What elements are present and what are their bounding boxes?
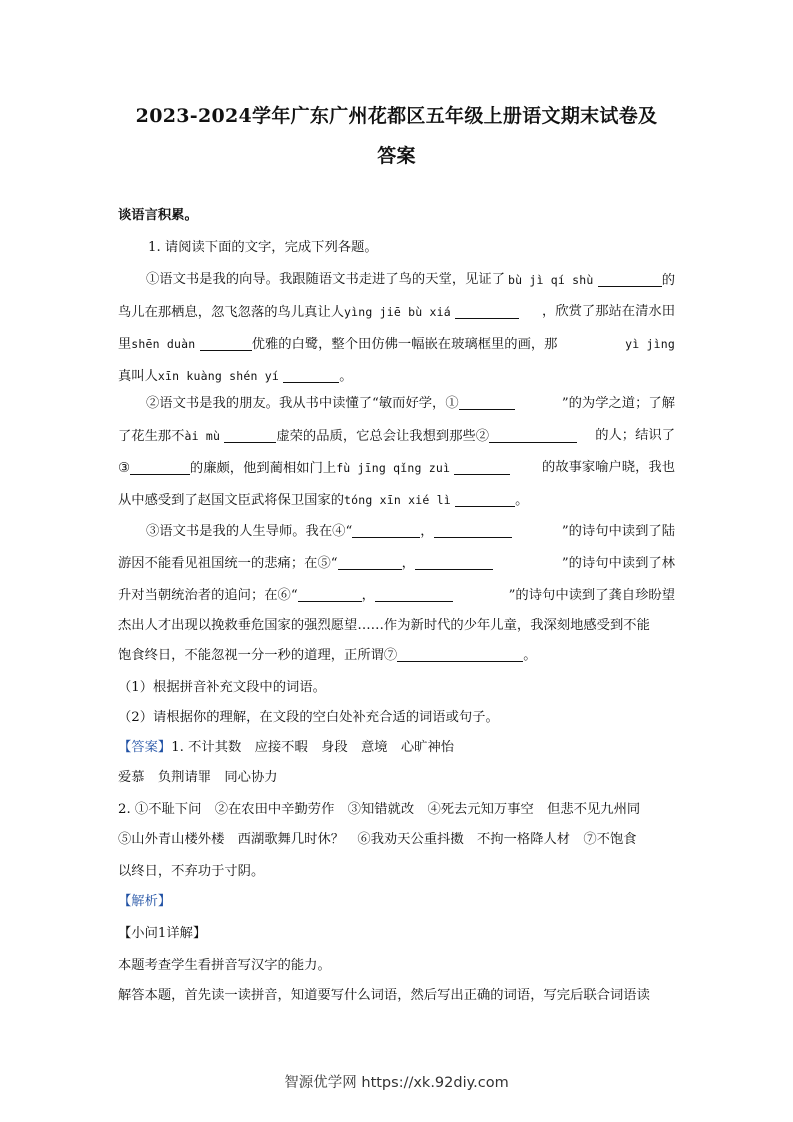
sub-question-1-label: 【小问1详解】 <box>118 926 207 941</box>
question-intro: 1. 请阅读下面的文字，完成下列各题。 <box>148 240 378 255</box>
fill-blank[interactable] <box>415 555 493 570</box>
fill-blank[interactable] <box>298 587 362 602</box>
analysis-label: 【解析】 <box>118 894 172 909</box>
answer-line-4: ⑤山外青山楼外楼 西湖歌舞几时休？ ⑥我劝天公重抖擞 不拘一格降人材 ⑦不饱食 <box>118 832 637 847</box>
para1-line1: ①语文书是我的向导。我跟随语文书走进了鸟的天堂，见证了 bù jì qí shù 的 <box>146 272 675 288</box>
fill-blank[interactable] <box>130 460 190 475</box>
fill-blank[interactable] <box>434 523 512 538</box>
para3-line3: 升对当朝统治者的追问；在⑥“ ， ”的诗句中读到了龚自珍盼望 <box>118 588 675 603</box>
section-heading: 谈语言积累。 <box>118 208 198 223</box>
fill-blank[interactable] <box>397 647 523 662</box>
analysis-line-1: 本题考查学生看拼音写汉字的能力。 <box>118 958 331 973</box>
analysis-line-2: 解答本题，首先读一读拼音，知道要写什么词语，然后写出正确的词语，写完后联合词语读 <box>118 988 650 1003</box>
fill-blank[interactable] <box>455 492 515 507</box>
fill-blank[interactable] <box>283 368 339 383</box>
document-title <box>90 96 703 176</box>
fill-blank[interactable] <box>454 460 510 475</box>
fill-blank[interactable] <box>598 272 662 287</box>
fill-blank[interactable] <box>338 555 402 570</box>
fill-blank[interactable] <box>459 395 515 410</box>
fill-blank[interactable] <box>489 428 577 443</box>
fill-blank[interactable] <box>352 523 420 538</box>
para1-line3: 里shēn duàn 优雅的白鹭，整个田仿佛一幅嵌在玻璃框里的画，那 yì jìng <box>118 337 675 352</box>
title-line-2: 答案 <box>377 145 416 167</box>
para3-line4: 杰出人才出现以挽救垂危国家的强烈愿望……作为新时代的少年儿童，我深刻地感受到不能 <box>118 618 650 633</box>
para2-line2: 了花生那不ài mù 虚荣的品质，它总会让我想到那些② 的人；结识了 <box>118 428 675 444</box>
fill-blank[interactable] <box>375 587 453 602</box>
para3-line5: 饱食终日，不能忽视一分一秒的道理，正所谓⑦ 。 <box>118 648 537 663</box>
para2-line4: 从中感受到了赵国文臣武将保卫国家的tóng xīn xié lì 。 <box>118 493 529 508</box>
para2-line3: ③ 的廉颇，他到蔺相如门上fù jīng qǐng zuì 的故事家喻户晓，我也 <box>118 460 675 476</box>
answer-line-1: 【答案】1. 不计其数 应接不暇 身段 意境 心旷神怡 <box>118 740 455 755</box>
fill-blank[interactable] <box>224 428 276 443</box>
sub-question-1: （1）根据拼音补充文段中的词语。 <box>118 680 326 695</box>
answer-line-5: 以终日，不弃功于寸阴。 <box>118 864 265 879</box>
para1-line2: 鸟儿在那栖息，忽飞忽落的鸟儿真让人yìng jiē bù xiá ，欣赏了那站在清水田 <box>118 304 675 320</box>
sub-question-2: （2）请根据你的理解，在文段的空白处补充合适的词语或句子。 <box>118 710 499 725</box>
para1-line4: 真叫人xīn kuàng shén yí 。 <box>118 369 353 384</box>
fill-blank[interactable] <box>200 336 252 351</box>
para2-line1: ②语文书是我的朋友。我从书中读懂了“敏而好学，① ”的为学之道；了解 <box>146 396 675 411</box>
para3-line1: ③语文书是我的人生导师。我在④“ ， ”的诗句中读到了陆 <box>146 524 675 539</box>
title-line-1: 2023-2024学年广东广州花都区五年级上册语文期末试卷及 <box>135 105 658 127</box>
answer-line-3: 2. ①不耻下问 ②在农田中辛勤劳作 ③知错就改 ④死去元知万事空 但悲不见九州同 <box>118 802 641 817</box>
fill-blank[interactable] <box>455 304 519 319</box>
answer-label: 【答案】 <box>118 740 172 755</box>
answer-line-2: 爱慕 负荆请罪 同心协力 <box>118 770 278 785</box>
para3-line2: 游因不能看见祖国统一的悲痛；在⑤“ ， ”的诗句中读到了林 <box>118 556 675 571</box>
footer-watermark: 智源优学网 https://xk.92diy.com <box>284 1075 509 1091</box>
